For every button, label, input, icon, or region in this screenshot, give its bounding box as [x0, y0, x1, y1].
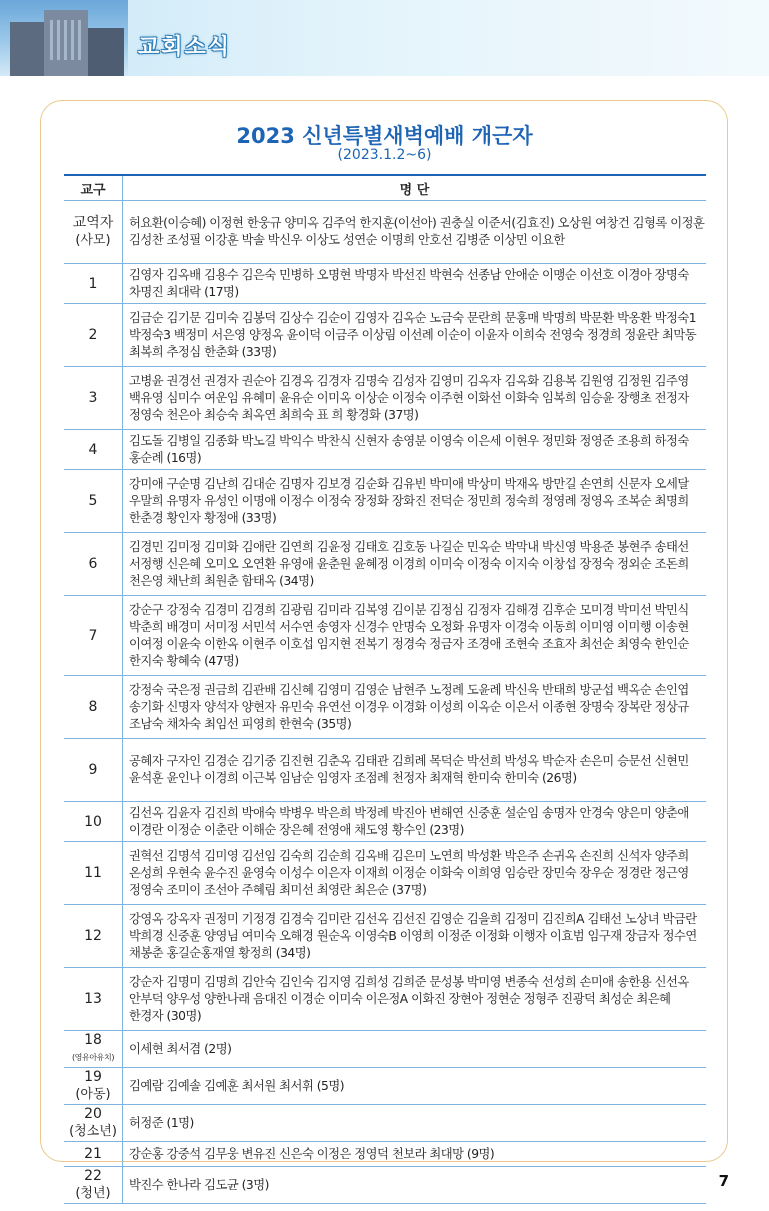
names-cell: 박진수 한나라 김도균 (3명) — [123, 1167, 707, 1204]
group-cell — [64, 1105, 123, 1142]
names-cell: 허정준 (1명) — [123, 1105, 707, 1142]
names-cell: 김선옥 김윤자 김진희 박애숙 박병우 박은희 박정례 박진아 변해연 신중훈 설순임 송명자 안경숙 양은미 양춘애 이경란 이정순 이춘란 이해순 장은혜 전영애 채도영 황수인 (23명) — [123, 802, 707, 842]
group-cell — [64, 1031, 123, 1068]
table-row — [64, 470, 706, 533]
group-label: 13 — [84, 991, 102, 1007]
names-cell: 강순홍 강중석 김무웅 변유진 신은숙 이정은 정영덕 천보라 최대망 (9명) — [123, 1142, 707, 1167]
group-label: 6 — [88, 556, 98, 572]
names-cell: 공혜자 구자인 김경순 김기중 김진현 김춘옥 김태관 김희례 목덕순 박선희 박성옥 박순자 손은미 승문선 신현민 윤석훈 윤인나 이경희 이근복 임남순 임영자 조점례 천정자 최재혁 한미숙 한미숙 (26명) — [123, 739, 707, 802]
table-row — [64, 802, 706, 842]
church-building-image — [0, 0, 128, 76]
group-cell — [64, 1167, 123, 1204]
group-sublabel: (청소년) — [69, 1124, 117, 1139]
table-row — [64, 430, 706, 470]
table-row — [64, 533, 706, 596]
group-sublabel: (영유아유치) — [71, 1053, 115, 1062]
group-cell — [64, 676, 123, 739]
attendance-table — [64, 174, 706, 1204]
table-row — [64, 739, 706, 802]
group-label: 5 — [88, 493, 98, 509]
table-row — [64, 842, 706, 905]
table-row — [64, 905, 706, 968]
names-cell: 김도돌 김병일 김종화 박노길 박익수 박찬식 신현자 송영분 이영숙 이은세 이현우 정민화 정영준 조용희 하정숙 홍순례 (16명) — [123, 430, 707, 470]
group-cell — [64, 842, 123, 905]
table-row — [64, 596, 706, 676]
table-row — [64, 1031, 706, 1068]
table-header-row — [64, 175, 706, 201]
group-cell — [64, 1068, 123, 1105]
names-cell: 강정숙 국은정 권금희 김관배 김신혜 김영미 김영순 남현주 노정례 도윤례 박신욱 반태희 방군섭 백옥순 손인엽 송기화 신명자 양석자 양현자 유민숙 유연선 이경우 이경화 이성희 이옥순 이은서 이종현 장명숙 장복란 정상규 조남숙 채차숙 최임선 피영희 한현숙 (35명) — [123, 676, 707, 739]
table-row — [64, 304, 706, 367]
group-sublabel: (사모) — [75, 233, 111, 248]
column-header-names: 명 단 — [123, 175, 707, 201]
names-cell: 고병윤 권경선 권경자 권순아 김경옥 김경자 김명숙 김성자 김영미 김옥자 김옥화 김용복 김원영 김정원 김주영 백유영 심미수 여운임 유혜미 윤유순 이미옥 이상순 이정숙 이주현 이화선 이화숙 임복희 임승윤 장행초 전정자 정영숙 천은아 최승숙 최옥연 최희숙 표 희 황경화 (37명) — [123, 367, 707, 430]
names-cell: 허요환(이승혜) 이정현 한웅규 양미옥 김주억 한지훈(이선아) 권충실 이준서(김효진) 오상원 여창건 김형록 이정훈 김성찬 조성필 이강훈 박솔 박신우 이상도 성연순 이명희 안호선 김병준 이상민 이요한 — [123, 201, 707, 264]
group-label: 22 — [84, 1168, 102, 1184]
group-label: 11 — [84, 865, 102, 881]
table-row — [64, 676, 706, 739]
group-label: 19 — [84, 1069, 102, 1085]
group-label: 18 — [84, 1032, 102, 1048]
group-label: 3 — [88, 390, 98, 406]
building-shape — [88, 28, 124, 76]
names-cell: 강미애 구순명 김난희 김대순 김명자 김보경 김순화 김유빈 박미애 박상미 박재옥 방만길 손연희 신문자 오세달 우말희 유명자 유성인 이명애 이정수 이정숙 장정화 장화진 전덕순 정민희 정숙희 정영례 정영옥 조복순 최명희 한춘경 황인자 황정애 (33명) — [123, 470, 707, 533]
group-cell — [64, 533, 123, 596]
table-row — [64, 1167, 706, 1204]
group-cell — [64, 968, 123, 1031]
group-label: 8 — [88, 699, 98, 715]
page-number: 7 — [718, 1172, 729, 1190]
names-cell: 강순구 강정숙 김경미 김경희 김광림 김미라 김복영 김이분 김정심 김정자 김해경 김후순 모미경 박미선 박민식 박춘희 배경미 서미정 서민석 서수연 송영자 신경수 안명숙 오정화 유명자 이경숙 이동희 이미영 이미행 이송현 이여정 이윤숙 이한옥 이현주 이호섭 임지현 전복기 정경숙 정금자 조경애 조현숙 조효자 최선순 최영숙 한인순 한지숙 황혜숙 (47명) — [123, 596, 707, 676]
table-row — [64, 1105, 706, 1142]
group-cell — [64, 739, 123, 802]
table-body — [64, 201, 706, 1204]
page-header — [0, 0, 769, 76]
names-cell: 강순자 김명미 김명희 김안숙 김인숙 김지영 김희성 김희준 문성봉 박미영 변종숙 선성희 손미애 송한용 신선옥 안부덕 양우성 양한나래 음대진 이경순 이미숙 이은정A 이화진 장현아 정현순 정형주 진광덕 최성순 최은혜 한경자 (30명) — [123, 968, 707, 1031]
table-row — [64, 201, 706, 264]
group-label: 7 — [88, 627, 98, 644]
building-windows — [50, 20, 82, 60]
group-label: 21 — [84, 1146, 102, 1162]
group-cell — [64, 470, 123, 533]
names-cell: 김금순 김기문 김미숙 김봉덕 김상수 김순이 김영자 김옥순 노금숙 문란희 문홍매 박명희 박문환 박옹환 박정숙1 박정숙3 백정미 서은영 양정옥 윤이덕 이금주 이상림 이선례 이순이 이윤자 이희숙 전영숙 정경희 정윤란 최막동 최복희 추정심 한춘화 (33명) — [123, 304, 707, 367]
document-title: 2023 신년특별새벽예배 개근자 — [236, 124, 533, 148]
document-date-range: (2023.1.2~6) — [337, 147, 432, 163]
group-label: 2 — [88, 327, 98, 343]
group-cell — [64, 264, 123, 304]
group-sublabel: (청년) — [75, 1186, 111, 1201]
group-cell — [64, 201, 123, 264]
table-row — [64, 264, 706, 304]
group-label: 10 — [84, 813, 102, 830]
names-cell: 이세현 최서겸 (2명) — [123, 1031, 707, 1068]
group-cell — [64, 596, 123, 676]
column-header-group: 교구 — [64, 175, 123, 201]
building-shape — [10, 22, 44, 76]
group-cell — [64, 802, 123, 842]
group-label: 1 — [88, 275, 98, 292]
group-label: 교역자 — [72, 215, 114, 231]
table-row — [64, 968, 706, 1031]
names-cell: 강영옥 강옥자 권정미 기정경 김경숙 김미란 김선옥 김선진 김영순 김을희 김정미 김진희A 김태선 노상녀 박금란 박희경 신중훈 양영님 여미숙 오해경 원순옥 이영숙B 이영희 이정준 이정화 이행자 이효범 임구재 장금자 정수연 채봉춘 홍길순홍재열 황정희 (34명) — [123, 905, 707, 968]
names-cell: 권혁선 김명석 김미영 김선임 김숙희 김순희 김옥배 김은미 노연희 박성환 박은주 손귀옥 손진희 신석자 양주희 온성희 우현숙 윤수진 윤영숙 이성수 이은자 이재희 이정순 이화숙 이희영 임승란 장민숙 장우순 정경란 정근영 정영숙 조미이 조선아 주혜림 최미선 최영란 최은순 (37명) — [123, 842, 707, 905]
section-title: 교회소식 — [138, 35, 232, 60]
group-label: 12 — [84, 928, 102, 944]
group-cell — [64, 304, 123, 367]
group-label: 20 — [84, 1106, 102, 1122]
table-row — [64, 1142, 706, 1167]
group-cell — [64, 905, 123, 968]
names-cell: 김영자 김옥배 김용수 김은숙 민병하 오명현 박명자 박선진 박현숙 선종남 안애순 이맹순 이선호 이경아 장명숙 차명진 최대락 (17명) — [123, 264, 707, 304]
group-sublabel: (아동) — [75, 1087, 111, 1102]
names-cell: 김경민 김미정 김미화 김애란 김연희 김윤정 김태호 김호동 나길순 민옥순 박막내 박신영 박용준 봉현주 송태선 서정행 신은혜 오미오 오연환 유영애 윤춘원 윤혜정 이경희 이미숙 이정숙 이지숙 이창섭 장정숙 정외순 조돈희 천은영 채난희 최원춘 함태옥 (34명) — [123, 533, 707, 596]
table-row — [64, 1068, 706, 1105]
names-cell: 김예람 김예솔 김예훈 최서원 최서휘 (5명) — [123, 1068, 707, 1105]
group-label: 9 — [88, 762, 98, 778]
group-cell — [64, 430, 123, 470]
group-cell — [64, 1142, 123, 1167]
table-row — [64, 367, 706, 430]
group-label: 4 — [88, 441, 98, 458]
group-cell — [64, 367, 123, 430]
